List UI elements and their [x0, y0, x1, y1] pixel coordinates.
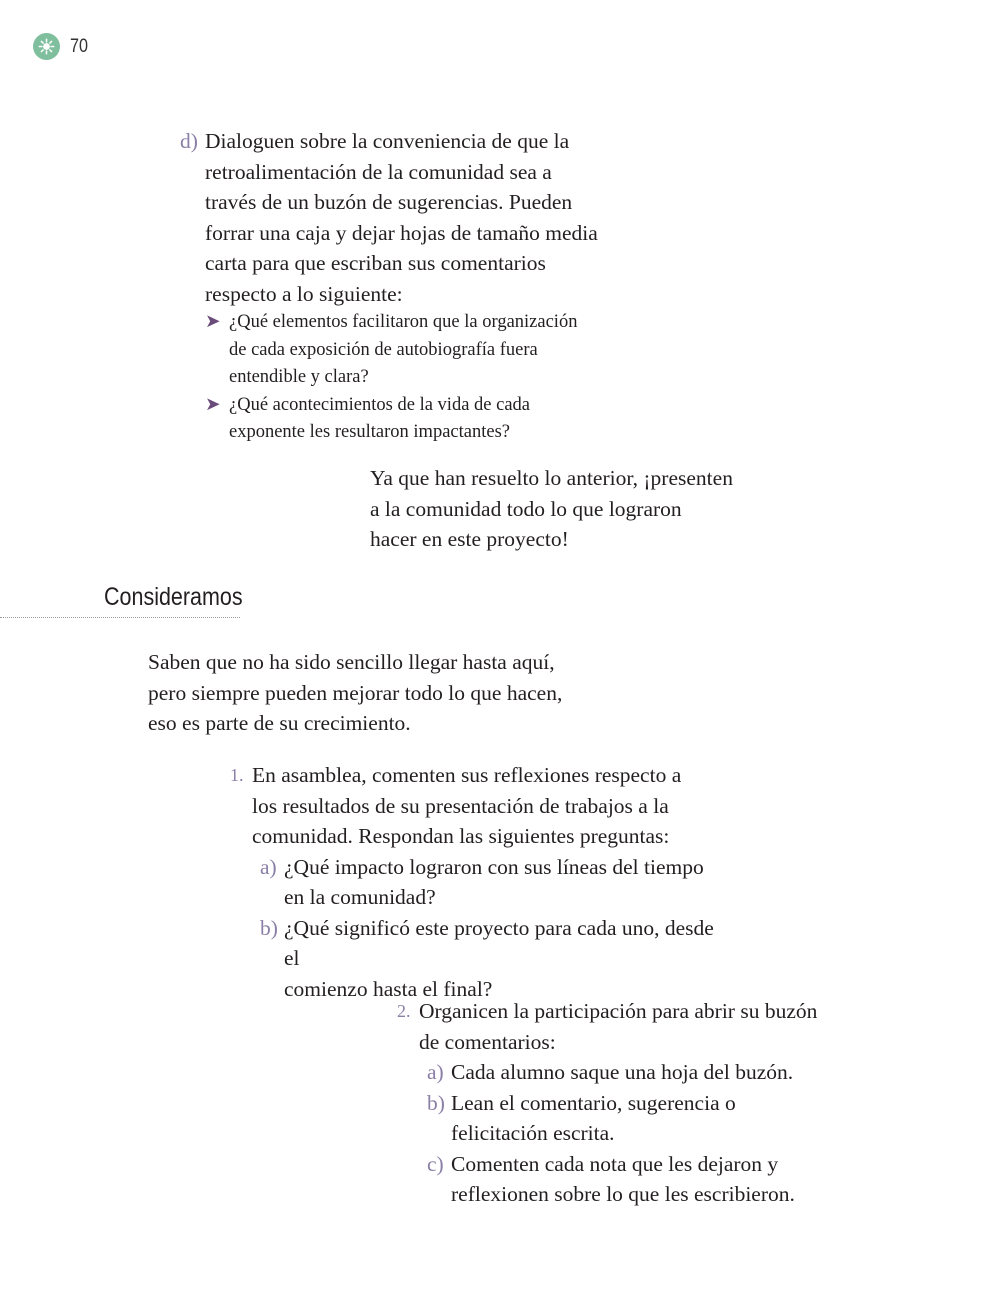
text-line: ¿Qué elementos facilitaron que la organización — [229, 312, 578, 332]
text-line: eso es parte de su crecimiento. — [148, 711, 411, 735]
text-line: a la comunidad todo lo que lograron — [370, 496, 682, 521]
section-divider — [0, 617, 240, 618]
bullet-item — [205, 392, 625, 447]
sub-item-c — [419, 1149, 859, 1210]
text-line: de comentarios: — [419, 1029, 556, 1054]
item-label: 1. — [230, 765, 244, 785]
text-line: través de un buzón de sugerencias. Pueden — [205, 190, 573, 214]
text-line: ¿Qué acontecimientos de la vida de cada — [229, 394, 530, 415]
sub-item-b — [419, 1088, 859, 1149]
sub-item-a — [419, 1057, 859, 1088]
item-label: 2. — [397, 1001, 411, 1021]
text-line: comunidad. Respondan las siguientes preguntas: — [252, 824, 670, 848]
text-line: exponente les resultaron impactantes? — [229, 422, 510, 442]
sub-label: c) — [427, 1151, 444, 1176]
text-line: en la comunidad? — [284, 885, 436, 909]
item-2 — [397, 996, 859, 1210]
text-line: En asamblea, comenten sus reflexiones respecto a — [252, 763, 682, 787]
triangle-bullet-icon: ➤ — [205, 394, 221, 415]
item-1 — [230, 760, 732, 1004]
intro-paragraph — [148, 647, 628, 739]
text-line: hacer en este proyecto! — [370, 527, 569, 551]
text-line: Cada alumno saque una hoja del buzón. — [451, 1060, 794, 1084]
text-line: Dialoguen sobre la conveniencia de que la — [205, 129, 570, 153]
text-line: carta para que escriban sus comentarios — [205, 251, 546, 275]
text-line: Organicen la participación para abrir su buzón — [419, 999, 818, 1023]
sub-label: b) — [427, 1090, 445, 1115]
text-line: ¿Qué significó este proyecto para cada uno, desde el — [284, 915, 714, 970]
item-label: d) — [180, 129, 198, 153]
text-line: entendible y clara? — [229, 367, 369, 387]
page-number: 70 — [70, 35, 88, 57]
closing-paragraph — [370, 463, 790, 555]
bullet-item — [205, 309, 625, 392]
sub-item-b — [252, 913, 732, 1005]
text-line: Ya que han resuelto lo anterior, ¡presenten — [370, 466, 733, 490]
text-line: pero siempre pueden mejorar todo lo que hacen, — [148, 680, 563, 705]
sub-item-a — [252, 852, 732, 913]
text-line: ¿Qué impacto lograron con sus líneas del tiempo — [284, 854, 704, 879]
item-d — [180, 126, 625, 447]
sub-label: b) — [260, 915, 278, 940]
section-title: Consideramos — [104, 583, 243, 611]
text-line: forrar una caja y dejar hojas de tamaño media — [205, 220, 598, 245]
sub-label: a) — [427, 1060, 444, 1084]
text-line: de cada exposición de autobiografía fuera — [229, 339, 538, 360]
sub-label: a) — [260, 854, 277, 879]
text-line: reflexionen sobre lo que les escribieron. — [451, 1182, 795, 1206]
text-line: Lean el comentario, sugerencia o — [451, 1090, 736, 1115]
sun-gear-icon — [33, 33, 60, 60]
text-line: Comenten cada nota que les dejaron y — [451, 1151, 779, 1176]
text-line: respecto a lo siguiente: — [205, 281, 403, 306]
text-line: Saben que no ha sido sencillo llegar hasta aquí, — [148, 650, 555, 674]
text-line: felicitación escrita. — [451, 1121, 615, 1145]
text-line: retroalimentación de la comunidad sea a — [205, 159, 552, 184]
page-header — [33, 33, 91, 60]
text-line: los resultados de su presentación de trabajos a la — [252, 793, 669, 818]
triangle-bullet-icon: ➤ — [205, 312, 221, 332]
text-line: comienzo hasta el final? — [284, 976, 493, 1001]
